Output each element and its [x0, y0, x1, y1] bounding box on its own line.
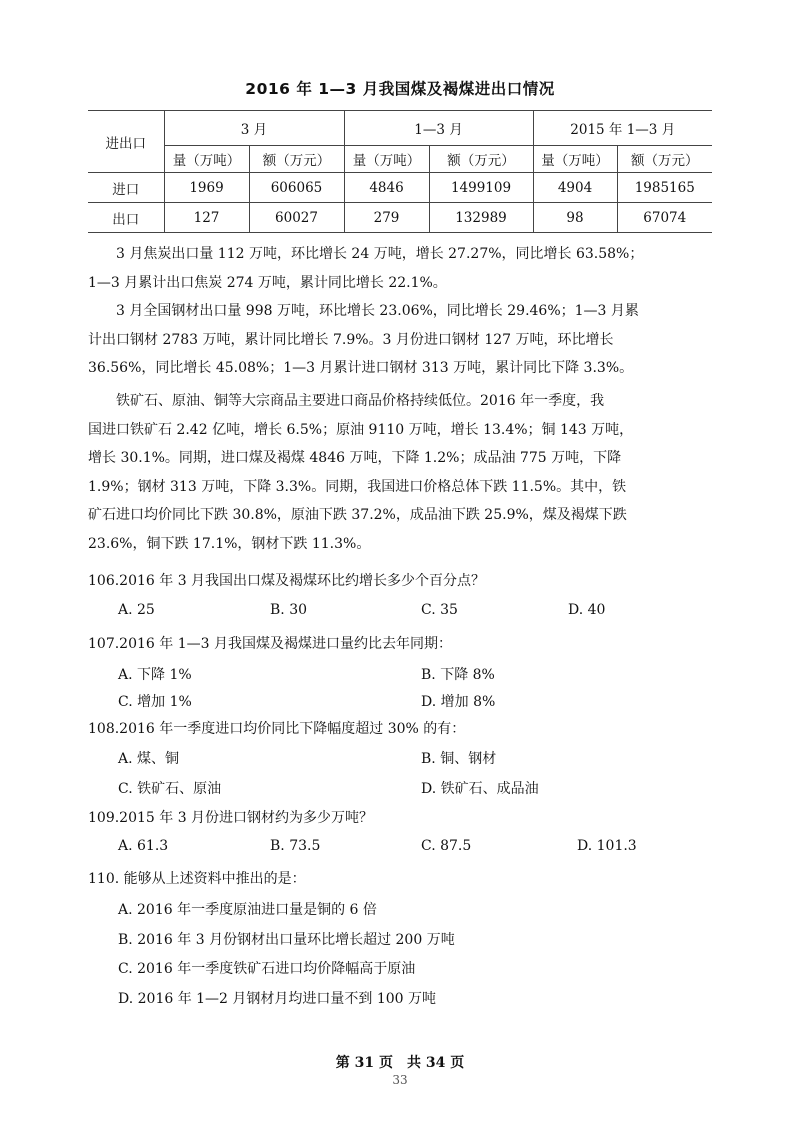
question-106-option-c: C. 35 — [421, 602, 458, 618]
paragraph-coke — [88, 240, 714, 297]
question-108-option-c: C. 铁矿石、原油 — [118, 781, 222, 797]
question-109-option-d: D. 101.3 — [577, 838, 637, 854]
header-group-jan-mar: 1—3 月 — [344, 111, 533, 146]
paragraph-line: 1—3 月累计出口焦炭 274 万吨，累计同比增长 22.1%。 — [88, 274, 447, 291]
coal-import-export-table — [88, 110, 712, 233]
page-footer-label: 第 31 页 共 34 页 — [335, 1055, 465, 1071]
question-109-option-a: A. 61.3 — [118, 838, 169, 854]
table-cell: 1985165 — [617, 173, 712, 203]
question-108-option-d: D. 铁矿石、成品油 — [421, 781, 539, 797]
question-109-option-c: C. 87.5 — [421, 838, 472, 854]
question-108-stem: 108.2016 年一季度进口均价同比下降幅度超过 30% 的有： — [88, 721, 466, 737]
header-group-2015-jan-mar: 2015 年 1—3 月 — [533, 111, 712, 146]
question-106-option-d: D. 40 — [568, 602, 606, 618]
question-107-option-a: A. 下降 1% — [118, 667, 192, 683]
paragraph-line: 增长 30.1%。同期，进口煤及褐煤 4846 万吨，下降 1.2%；成品油 775 万吨，下降 — [88, 450, 622, 466]
question-107-option-b: B. 下降 8% — [421, 667, 495, 683]
table-cell: 98 — [533, 203, 617, 233]
row-label: 进口 — [88, 173, 164, 203]
table-cell: 4846 — [344, 173, 429, 203]
table-row-import — [88, 173, 712, 203]
question-107-stem: 107.2016 年 1—3 月我国煤及褐煤进口量约比去年同期： — [88, 636, 452, 652]
question-110-stem: 110. 能够从上述资料中推出的是： — [88, 871, 306, 887]
question-109-stem: 109.2015 年 3 月份进口钢材约为多少万吨？ — [88, 810, 374, 826]
paragraph-line: 铁矿石、原油、铜等大宗商品主要进口商品价格持续低位。2016 年一季度，我 — [116, 393, 605, 409]
table-cell: 4904 — [533, 173, 617, 203]
table-cell: 279 — [344, 203, 429, 233]
paragraph-line: 36.56%，同比增长 45.08%；1—3 月累计进口钢材 313 万吨，累计同比下降 3.3%。 — [88, 360, 634, 376]
question-108-option-a: A. 煤、铜 — [118, 751, 180, 767]
header-sub-volume: 量（万吨） — [533, 146, 617, 173]
table-row-export — [88, 203, 712, 233]
question-110-option-a: A. 2016 年一季度原油进口量是铜的 6 倍 — [118, 902, 377, 918]
table-cell: 606065 — [249, 173, 344, 203]
header-sub-amount: 额（万元） — [429, 146, 533, 173]
header-sub-volume: 量（万吨） — [344, 146, 429, 173]
paragraph-line: 3 月全国钢材出口量 998 万吨，环比增长 23.06%，同比增长 29.46%；1—3 月累 — [116, 303, 639, 319]
table-cell: 132989 — [429, 203, 533, 233]
paragraph-line: 1.9%；钢材 313 万吨，下降 3.3%。同期，我国进口价格总体下跌 11.5%。其中，铁 — [88, 478, 627, 495]
question-109-option-b: B. 73.5 — [270, 838, 321, 854]
table-cell: 67074 — [617, 203, 712, 233]
question-107-option-d: D. 增加 8% — [421, 694, 496, 710]
header-direction: 进出口 — [88, 111, 164, 173]
page-number: 33 — [392, 1073, 408, 1087]
question-106-option-b: B. 30 — [270, 602, 308, 618]
paragraph-line: 矿石进口均价同比下跌 30.8%，原油下跌 37.2%，成品油下跌 25.9%，煤及褐煤下跌 — [88, 507, 627, 523]
question-106-stem: 106.2016 年 3 月我国出口煤及褐煤环比约增长多少个百分点？ — [88, 573, 486, 589]
paragraph-steel — [88, 297, 714, 383]
table-cell: 60027 — [249, 203, 344, 233]
header-sub-amount: 额（万元） — [617, 146, 712, 173]
paragraph-commodities — [88, 387, 714, 558]
question-110-option-b: B. 2016 年 3 月份钢材出口量环比增长超过 200 万吨 — [118, 932, 455, 948]
paragraph-line: 23.6%，铜下跌 17.1%，钢材下跌 11.3%。 — [88, 535, 371, 552]
question-106-option-a: A. 25 — [118, 602, 155, 618]
header-sub-volume: 量（万吨） — [164, 146, 249, 173]
paragraph-line: 3 月焦炭出口量 112 万吨，环比增长 24 万吨，增长 27.27%，同比增长 63.58%； — [116, 246, 644, 262]
table-cell: 1499109 — [429, 173, 533, 203]
question-107-option-c: C. 增加 1% — [118, 694, 192, 710]
header-group-march: 3 月 — [164, 111, 344, 146]
paragraph-line: 计出口钢材 2783 万吨，累计同比增长 7.9%。3 月份进口钢材 127 万吨，环比增长 — [88, 331, 614, 348]
header-sub-amount: 额（万元） — [249, 146, 344, 173]
row-label: 出口 — [88, 203, 164, 233]
question-110-option-c: C. 2016 年一季度铁矿石进口均价降幅高于原油 — [118, 961, 416, 977]
table-cell: 1969 — [164, 173, 249, 203]
paragraph-line: 国进口铁矿石 2.42 亿吨，增长 6.5%；原油 9110 万吨，增长 13.4%；铜 143 万吨， — [88, 421, 634, 438]
table-cell: 127 — [164, 203, 249, 233]
question-110-option-d: D. 2016 年 1—2 月钢材月均进口量不到 100 万吨 — [118, 991, 437, 1007]
table-title: 2016 年 1—3 月我国煤及褐煤进出口情况 — [245, 80, 555, 98]
question-108-option-b: B. 铜、钢材 — [421, 751, 497, 767]
